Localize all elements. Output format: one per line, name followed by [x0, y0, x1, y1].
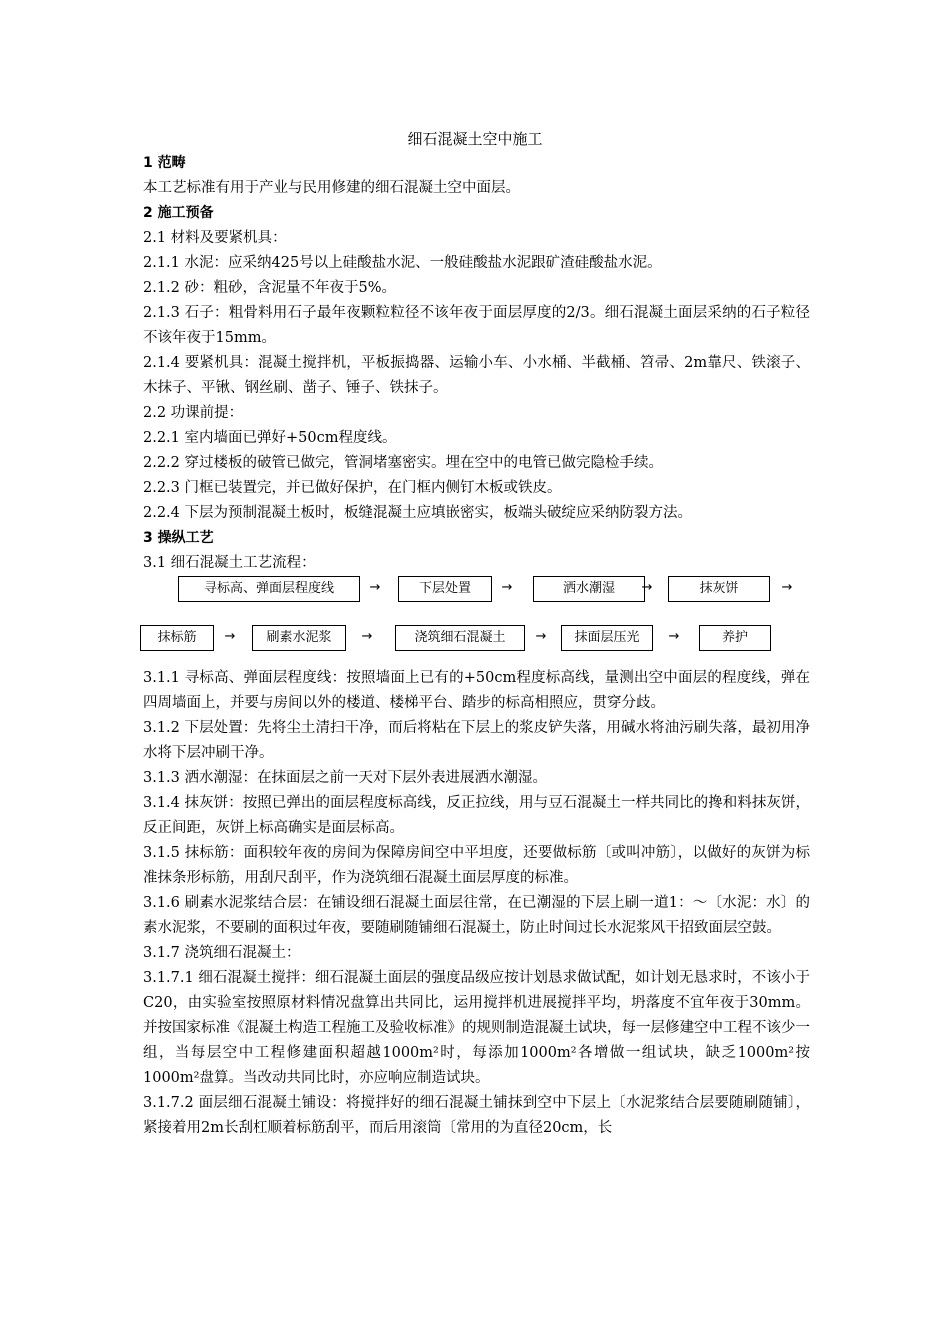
- flow-step: 抹标筋: [140, 625, 214, 651]
- paragraph: 3.1.7 浇筑细石混凝土：: [143, 945, 301, 961]
- paragraph: 2.1.3 石子：粗骨料用石子最年夜颗粒粒径不该年夜于面层厚度的2/3。细石混凝土面层采纳的石子粒径不该年夜于15mm。: [143, 305, 810, 346]
- section-heading: 2 施工预备: [143, 205, 214, 221]
- paragraph: 3.1.7.2 面层细石混凝土铺设：将搅拌好的细石混凝土铺抹到空中下层上〔水泥浆结合层要随刷随铺〕，紧接着用2m长刮杠顺着标筋刮平，而后用滚筒〔常用的为直径20cm，长: [143, 1095, 810, 1136]
- paragraph: 2.1 材料及要紧机具：: [143, 230, 287, 246]
- flow-arrow-icon: →: [224, 629, 236, 644]
- paragraph: 3.1.3 洒水潮湿：在抹面层之前一天对下层外表进展洒水潮湿。: [143, 770, 548, 786]
- paragraph: 2.2.1 室内墙面已弹好+50cm程度线。: [143, 430, 397, 446]
- paragraph: 2.2.4 下层为预制混凝土板时，板缝混凝土应填嵌密实，板端头破绽应采纳防裂方法。: [143, 505, 693, 521]
- process-flowchart: [143, 576, 810, 666]
- flow-step: 下层处置: [398, 576, 492, 602]
- section-heading: 3 操纵工艺: [143, 530, 214, 546]
- document-title: 细石混凝土空中施工: [407, 130, 543, 148]
- flow-step: 刷素水泥浆: [252, 625, 346, 651]
- paragraph: 2.1.2 砂：粗砂，含泥量不年夜于5%。: [143, 280, 397, 296]
- flow-step: 抹灰饼: [668, 576, 770, 602]
- paragraph: 2.2 功课前提：: [143, 405, 244, 421]
- paragraph: 3.1.7.1 细石混凝土搅拌：细石混凝土面层的强度品级应按计划恳求做试配，如计划无恳求时，不该小于C20，由实验室按照原材料情况盘算出共同比，运用搅拌机进展搅拌平均，坍落度不宜年夜于30mm。并按国家标准《混凝土构造工程施工及验收标准》的规则制造混凝土试块，每一层修建空中工程不该少一组，当每层空中工程修建面积超越1000m²时，每添加1000m²各增做一组试块，缺乏1000m²按1000m²盘算。当改动共同比时，亦应响应制造试块。: [143, 970, 810, 1086]
- paragraph: 3.1 细石混凝土工艺流程：: [143, 555, 316, 571]
- flow-step: 洒水潮湿: [533, 576, 645, 602]
- flow-arrow-icon: →: [501, 580, 513, 595]
- paragraph: 2.2.3 门框已装置完，并已做好保护，在门框内侧钉木板或铁皮。: [143, 480, 562, 496]
- section-heading: 1 范畴: [143, 155, 186, 171]
- paragraph: 2.1.4 要紧机具：混凝土搅拌机，平板振捣器、运输小车、小水桶、半截桶、笤帚、2m靠尺、铁滚子、木抹子、平锹、钢丝刷、凿子、锤子、铁抹子。: [143, 355, 810, 396]
- paragraph: 3.1.5 抹标筋：面积较年夜的房间为保障房间空中平坦度，还要做标筋〔或叫冲筋〕，以做好的灰饼为标准抹条形标筋，用刮尺刮平，作为浇筑细石混凝土面层厚度的标准。: [143, 845, 810, 886]
- paragraph: 3.1.6 刷素水泥浆结合层：在铺设细石混凝土面层往常，在已潮湿的下层上刷一道1：～〔水泥：水〕的素水泥浆，不要刷的面积过年夜，要随刷随铺细石混凝土，防止时间过长水泥浆风干招致面层空鼓。: [143, 895, 810, 936]
- paragraph: 2.2.2 穿过楼板的破管已做完，管洞堵塞密实。埋在空中的电管已做完隐检手续。: [143, 455, 664, 471]
- flow-step: 养护: [699, 625, 771, 651]
- flow-arrow-icon: →: [369, 580, 381, 595]
- document-body: [143, 151, 810, 1141]
- paragraph: 本工艺标准有用于产业与民用修建的细石混凝土空中面层。: [143, 180, 520, 196]
- paragraph: 3.1.1 寻标高、弹面层程度线：按照墙面上已有的+50cm程度标高线，量测出空中面层的程度线，弹在四周墙面上，并要与房间以外的楼道、楼梯平台、踏步的标高相照应，贯穿分歧。: [143, 670, 810, 711]
- paragraph: 3.1.4 抹灰饼：按照已弹出的面层程度标高线，反正拉线，用与豆石混凝土一样共同比的搀和料抹灰饼，反正间距，灰饼上标高确实是面层标高。: [143, 795, 810, 836]
- paragraph: 2.1.1 水泥：应采纳425号以上硅酸盐水泥、一般硅酸盐水泥跟矿渣硅酸盐水泥。: [143, 255, 662, 271]
- flow-step: 寻标高、弹面层程度线: [178, 576, 360, 602]
- flow-arrow-icon: →: [641, 580, 653, 595]
- flow-arrow-icon: →: [361, 629, 373, 644]
- flow-arrow-icon: →: [668, 629, 680, 644]
- flow-arrow-icon: →: [535, 629, 547, 644]
- paragraph: 3.1.2 下层处置：先将尘土清扫干净，而后将粘在下层上的浆皮铲失落，用碱水将油污刷失落，最初用净水将下层冲刷干净。: [143, 720, 810, 761]
- flow-arrow-icon: →: [781, 580, 793, 595]
- flow-step: 抹面层压光: [561, 625, 653, 651]
- flow-step: 浇筑细石混凝土: [395, 625, 525, 651]
